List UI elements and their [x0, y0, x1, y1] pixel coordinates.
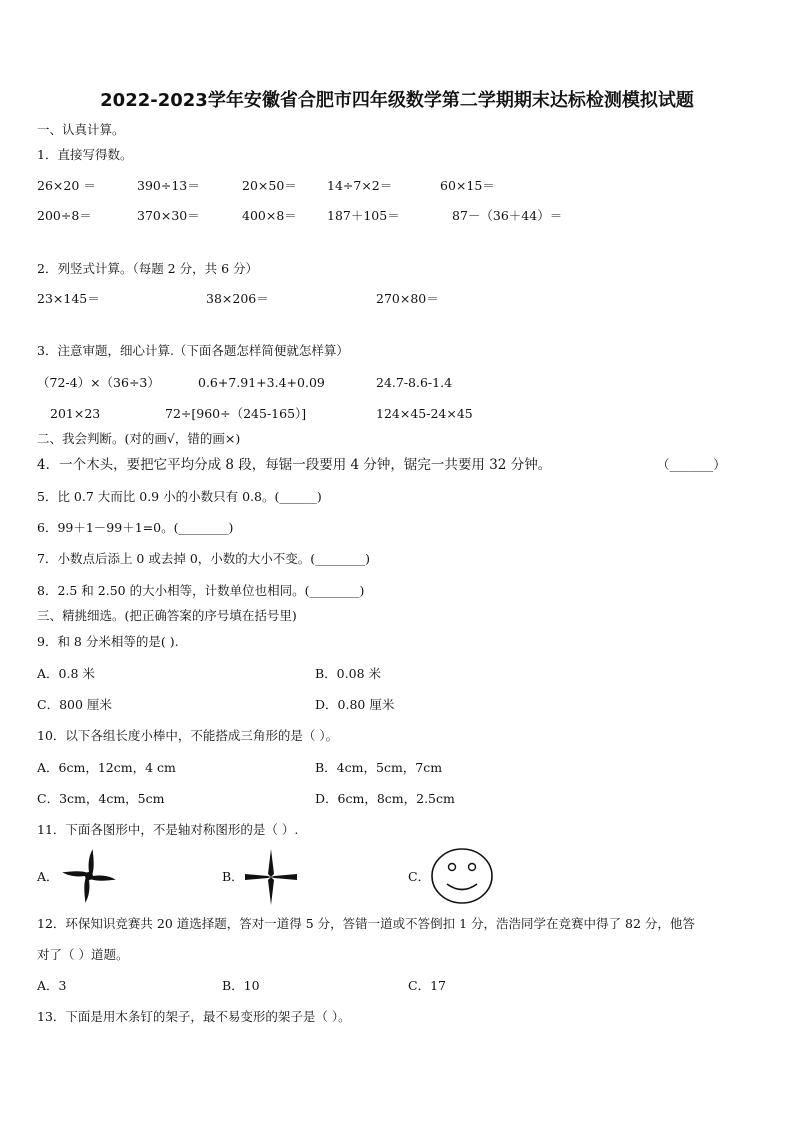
q4-text: 4．一个木头，要把它平均分成 8 段，每锯一段要用 4 分钟，锯完一共要用 32 分钟。: [37, 457, 552, 473]
q10-stem: 10．以下各组长度小棒中，不能搭成三角形的是（ ）。: [37, 728, 339, 743]
q1-item: 87－（36＋44）＝: [452, 208, 563, 223]
q10-option-b: B．4cm，5cm，7cm: [315, 760, 443, 775]
q1-item: 370×30＝: [137, 208, 200, 223]
q12-option-b: B．10: [222, 978, 260, 993]
q3-label: 3．注意审题，细心计算.（下面各题怎样简便就怎样算）: [37, 343, 349, 358]
smiley-face-figure: [430, 847, 494, 905]
q1-item: 20×50＝: [242, 178, 297, 193]
q2-item: 270×80＝: [376, 291, 439, 306]
section-2-heading: 二、我会判断。(对的画√，错的画×): [37, 431, 241, 446]
page-title: 2022-2023学年安徽省合肥市四年级数学第二学期期末达标检测模拟试题: [100, 90, 694, 111]
q3-item: 201×23: [50, 406, 101, 421]
q3-item: 0.6+7.91+3.4+0.09: [198, 375, 325, 390]
q4-answer-blank[interactable]: （_______）: [657, 457, 726, 472]
pinwheel-figure: [60, 847, 118, 905]
q8-text: 8．2.5 和 2.50 的大小相等，计数单位也相同。(________): [37, 583, 365, 598]
q10-option-a: A．6cm，12cm，4 cm: [37, 760, 176, 775]
q5-text: 5．比 0.7 大而比 0.9 小的小数只有 0.8。(______): [37, 489, 322, 504]
q9-option-a: A．0.8 米: [37, 666, 95, 681]
q3-item: 124×45-24×45: [376, 406, 473, 421]
q11-option-b: B．: [222, 869, 244, 884]
q11-stem: 11．下面各图形中，不是轴对称图形的是（ ）.: [37, 822, 299, 837]
q9-stem: 9．和 8 分米相等的是( ).: [37, 634, 179, 649]
q1-item: 26×20 ＝: [37, 178, 96, 193]
q1-item: 390÷13＝: [137, 178, 200, 193]
q7-text: 7．小数点后添上 0 或去掉 0，小数的大小不变。(________): [37, 551, 371, 566]
q12-option-a: A．3: [37, 978, 67, 993]
q1-item: 200÷8＝: [37, 208, 92, 223]
section-3-heading: 三、精挑细选。(把正确答案的序号填在括号里): [37, 608, 297, 623]
q1-item: 187＋105＝: [327, 208, 400, 223]
q11-option-a: A．: [37, 869, 59, 884]
q6-text: 6．99＋1－99＋1=0。(________): [37, 520, 234, 535]
q2-item: 23×145＝: [37, 291, 100, 306]
q9-option-d: D．0.80 厘米: [315, 697, 395, 712]
q2-label: 2．列竖式计算。（每题 2 分，共 6 分）: [37, 261, 259, 276]
q12-stem-line2: 对了（ ）道题。: [37, 947, 129, 962]
q13-stem: 13．下面是用木条钉的架子，最不易变形的架子是（ ）。: [37, 1009, 351, 1024]
cross-figure: [243, 847, 299, 907]
q9-option-c: C．800 厘米: [37, 697, 112, 712]
q12-stem-line1: 12．环保知识竞赛共 20 道选择题，答对一道得 5 分，答错一道或不答倒扣 1 分，浩浩同学在竞赛中得了 82 分，他答: [37, 916, 695, 931]
q3-item: 72÷[960÷（245-165）]: [165, 406, 307, 421]
q1-label: 1．直接写得数。: [37, 147, 133, 162]
q11-option-c: C．: [408, 869, 431, 884]
q9-option-b: B．0.08 米: [315, 666, 381, 681]
q1-item: 60×15＝: [440, 178, 495, 193]
section-1-heading: 一、认真计算。: [37, 122, 125, 137]
q3-item: （72-4）×（36÷3）: [37, 375, 160, 390]
q1-item: 14÷7×2＝: [327, 178, 393, 193]
q3-item: 24.7-8.6-1.4: [376, 375, 453, 390]
q1-item: 400×8＝: [242, 208, 297, 223]
q10-option-c: C．3cm，4cm，5cm: [37, 791, 165, 806]
q10-option-d: D．6cm，8cm，2.5cm: [315, 791, 455, 806]
q12-option-c: C．17: [408, 978, 446, 993]
q2-item: 38×206＝: [206, 291, 269, 306]
